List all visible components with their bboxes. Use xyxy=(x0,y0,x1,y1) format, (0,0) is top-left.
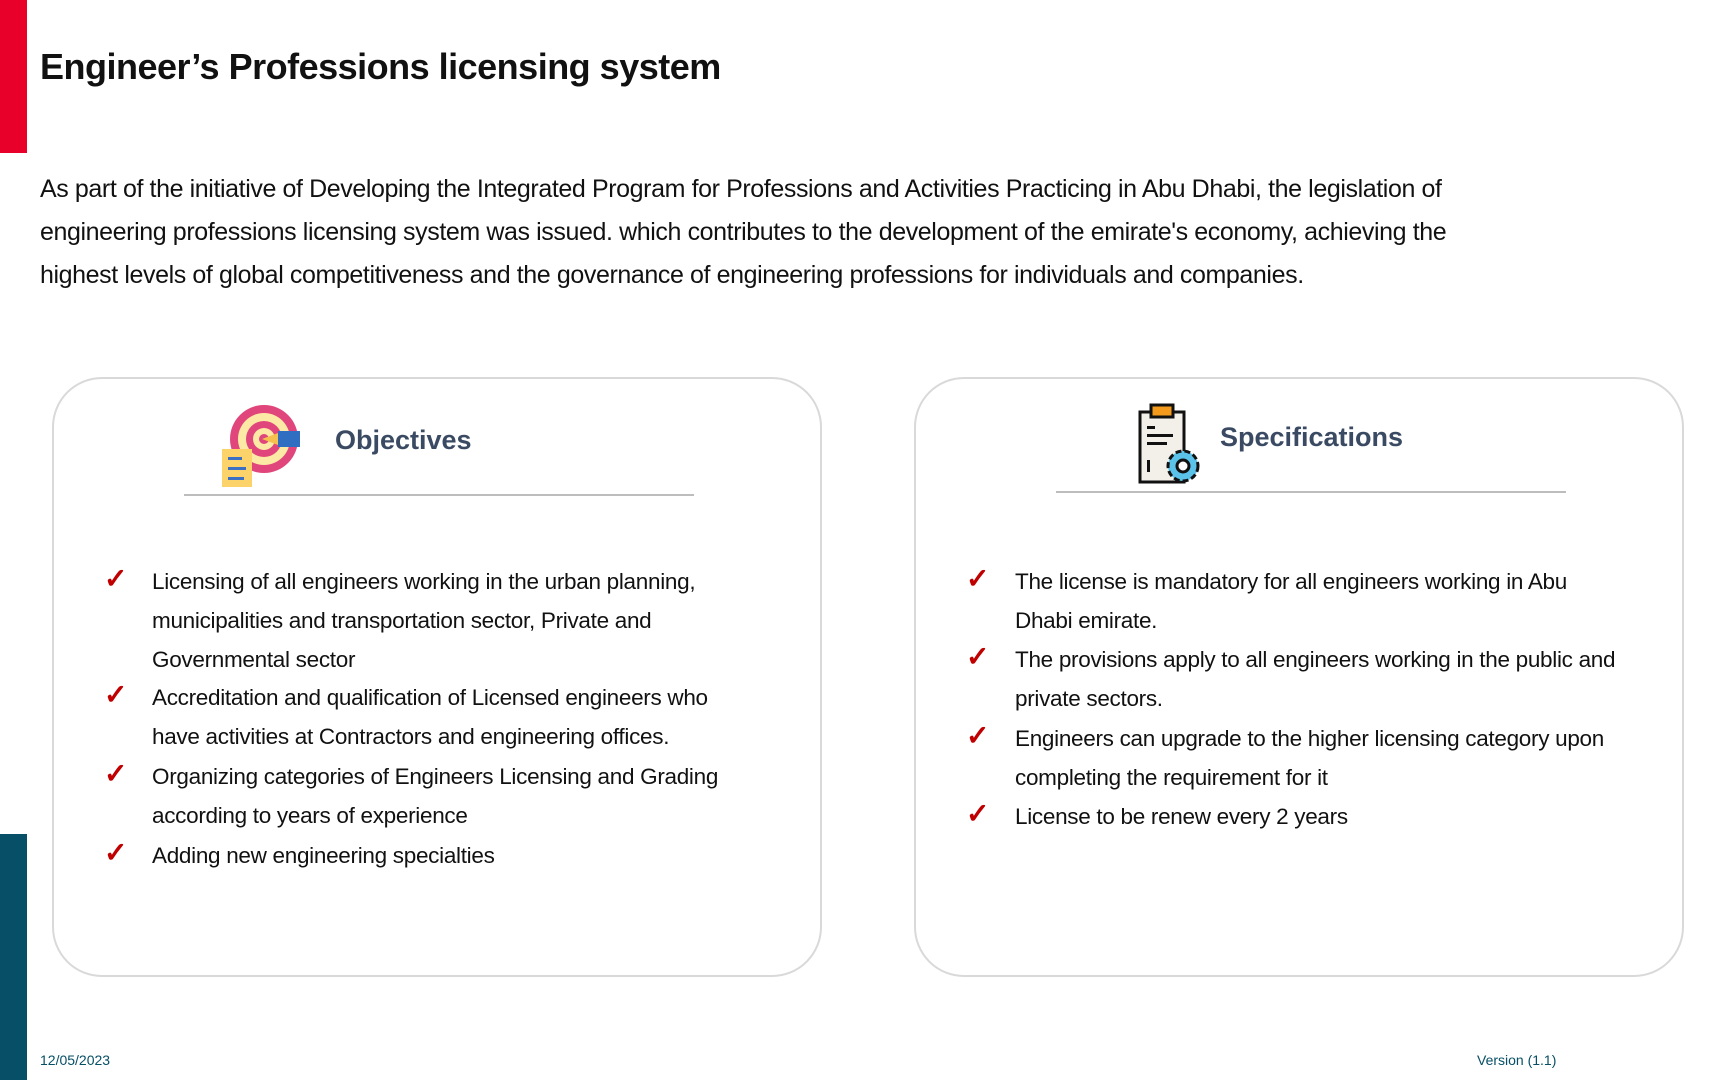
target-icon xyxy=(222,403,312,489)
check-icon: ✓ xyxy=(104,758,128,789)
objective-item xyxy=(152,836,495,875)
item-line: according to years of experience xyxy=(152,803,468,828)
item-line: License to be renew every 2 years xyxy=(1015,804,1348,829)
item-line: Governmental sector xyxy=(152,647,356,672)
intro-paragraph xyxy=(40,168,1446,297)
item-line: completing the requirement for it xyxy=(1015,765,1328,790)
item-line: Accreditation and qualification of Licensed engineers who xyxy=(152,685,708,710)
footer-version: Version (1.1) xyxy=(1477,1052,1557,1068)
objective-item xyxy=(152,562,695,679)
check-icon: ✓ xyxy=(104,563,128,594)
item-line: The provisions apply to all engineers working in the public and xyxy=(1015,647,1616,672)
footer-date: 12/05/2023 xyxy=(40,1052,111,1068)
specification-item xyxy=(1015,797,1348,836)
specification-item xyxy=(1015,719,1604,797)
item-line: The license is mandatory for all engineers working in Abu xyxy=(1015,569,1567,594)
item-line: private sectors. xyxy=(1015,686,1163,711)
check-icon: ✓ xyxy=(104,837,128,868)
check-icon: ✓ xyxy=(966,641,990,672)
intro-line: engineering professions licensing system was issued. which contributes to the development of the emirate's economy, achieving the xyxy=(40,218,1447,246)
item-line: Adding new engineering specialties xyxy=(152,843,495,868)
objective-item xyxy=(152,678,708,756)
item-line: Dhabi emirate. xyxy=(1015,608,1158,633)
specifications-divider xyxy=(1056,491,1566,493)
clipboard-gear-icon xyxy=(1137,402,1205,488)
check-icon: ✓ xyxy=(966,798,990,829)
check-icon: ✓ xyxy=(966,563,990,594)
specifications-card xyxy=(914,377,1684,977)
red-accent-bar xyxy=(0,0,27,153)
teal-accent-bar xyxy=(0,834,27,1080)
item-line: have activities at Contractors and engineering offices. xyxy=(152,724,670,749)
item-line: Organizing categories of Engineers Licensing and Grading xyxy=(152,764,719,789)
intro-line: highest levels of global competitiveness and the governance of engineering professions for individuals and companies. xyxy=(40,261,1304,289)
objectives-heading: Objectives xyxy=(335,425,472,455)
objectives-card xyxy=(52,377,822,977)
item-line: Engineers can upgrade to the higher licensing category upon xyxy=(1015,726,1604,751)
specification-item xyxy=(1015,562,1567,640)
page-title: Engineer’s Professions licensing system xyxy=(40,46,721,87)
intro-line: As part of the initiative of Developing the Integrated Program for Professions and Activities Practicing in Abu Dhabi, the legislation of xyxy=(40,175,1442,203)
objective-item xyxy=(152,757,718,835)
specifications-heading: Specifications xyxy=(1220,422,1404,452)
item-line: Licensing of all engineers working in the urban planning, xyxy=(152,569,696,594)
specification-item xyxy=(1015,640,1615,718)
item-line: municipalities and transportation sector, Private and xyxy=(152,608,652,633)
check-icon: ✓ xyxy=(104,679,128,710)
check-icon: ✓ xyxy=(966,720,990,751)
objectives-divider xyxy=(184,494,694,496)
